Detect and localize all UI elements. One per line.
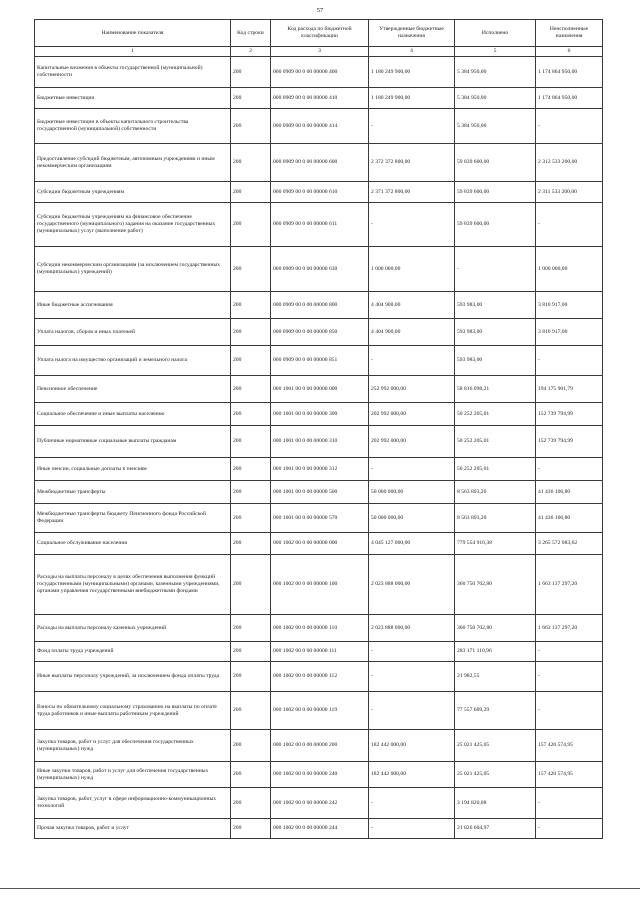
row-approved-amount: 202 992 000,00 (369, 426, 455, 458)
column-number-row (35, 47, 603, 57)
row-line-code: 200 (231, 403, 271, 426)
row-indicator-name: Расходы на выплаты персоналу казенных учреждений (35, 615, 231, 642)
row-budget-code: 000 0909 00 0 00 00000 851 (271, 346, 369, 376)
row-approved-amount: - (369, 662, 455, 692)
row-indicator-name: Социальное обеспечение и иные выплаты населению (35, 403, 231, 426)
row-line-code: 200 (231, 504, 271, 533)
row-approved-amount: 2 372 372 800,00 (369, 144, 455, 182)
row-unexecuted-amount: - (536, 458, 603, 481)
row-approved-amount: 4 404 900,00 (369, 319, 455, 346)
row-line-code: 200 (231, 247, 271, 292)
row-unexecuted-amount: 152 739 794,99 (536, 426, 603, 458)
row-executed-amount: 5 384 950,00 (455, 88, 536, 109)
row-approved-amount: 182 442 000,00 (369, 762, 455, 788)
row-indicator-name: Пенсионное обеспечение (35, 376, 231, 403)
row-executed-amount: 58 816 098,21 (455, 376, 536, 403)
header-budget-classification-code: Код расхода по бюджетной классификации (271, 20, 369, 47)
row-line-code: 200 (231, 762, 271, 788)
row-executed-amount: 21 982,55 (455, 662, 536, 692)
table-row (35, 762, 603, 788)
row-line-code: 200 (231, 57, 271, 88)
row-unexecuted-amount: 194 175 901,79 (536, 376, 603, 403)
table-body (35, 57, 603, 839)
row-unexecuted-amount: - (536, 692, 603, 730)
row-unexecuted-amount: 1 174 864 950,00 (536, 57, 603, 88)
row-approved-amount: 4 045 127 000,00 (369, 533, 455, 555)
table-row (35, 458, 603, 481)
row-unexecuted-amount: 3 810 917,00 (536, 292, 603, 319)
row-executed-amount: 5 384 950,00 (455, 57, 536, 88)
row-executed-amount: 3 194 820,08 (455, 788, 536, 819)
row-unexecuted-amount: - (536, 109, 603, 144)
row-approved-amount: 1 000 000,00 (369, 247, 455, 292)
header-line-code: Код строки (231, 20, 271, 47)
row-line-code: 200 (231, 292, 271, 319)
row-approved-amount: 252 992 000,00 (369, 376, 455, 403)
row-budget-code: 000 0909 00 0 00 00000 410 (271, 88, 369, 109)
row-unexecuted-amount: - (536, 642, 603, 662)
row-line-code: 200 (231, 642, 271, 662)
column-number: 6 (536, 47, 603, 57)
row-line-code: 200 (231, 88, 271, 109)
row-budget-code: 000 1001 00 0 00 00000 300 (271, 403, 369, 426)
table-row (35, 662, 603, 692)
row-budget-code: 000 1002 00 0 00 00000 112 (271, 662, 369, 692)
row-unexecuted-amount: - (536, 203, 603, 247)
row-approved-amount: 182 442 000,00 (369, 730, 455, 762)
header-indicator-name: Наименование показателя (35, 20, 231, 47)
row-line-code: 200 (231, 426, 271, 458)
row-budget-code: 000 0909 00 0 00 00000 400 (271, 57, 369, 88)
row-executed-amount: 593 983,00 (455, 346, 536, 376)
row-indicator-name: Расходы на выплаты персоналу в целях обеспечения выполнения функций государственными (муниципальными) органами, казенными учреждениями, органами управления государственными внебюджетными фондами (35, 555, 231, 615)
table-row (35, 319, 603, 346)
table-row (35, 426, 603, 458)
row-line-code: 200 (231, 458, 271, 481)
table-row (35, 376, 603, 403)
page-number: 57 (316, 7, 324, 14)
row-executed-amount: 360 750 702,80 (455, 615, 536, 642)
row-approved-amount: 1 180 249 900,00 (369, 88, 455, 109)
row-line-code: 200 (231, 533, 271, 555)
row-unexecuted-amount: 1 663 137 297,20 (536, 615, 603, 642)
row-indicator-name: Иные закупки товаров, работ и услуг для обеспечения государственных (муниципальных) нужд (35, 762, 231, 788)
row-executed-amount: 59 839 600,00 (455, 182, 536, 203)
row-indicator-name: Взносы по обязательному социальному страхованию на выплаты по оплате труда работников и иные выплаты работникам учреждений (35, 692, 231, 730)
row-executed-amount: 8 563 893,20 (455, 504, 536, 533)
row-approved-amount: - (369, 109, 455, 144)
row-budget-code: 000 0909 00 0 00 00000 611 (271, 203, 369, 247)
row-indicator-name: Бюджетные инвестиции (35, 88, 231, 109)
header-row (35, 20, 603, 47)
table-row (35, 182, 603, 203)
row-indicator-name: Межбюджетные трансферты (35, 481, 231, 504)
row-budget-code: 000 1002 00 0 00 00000 242 (271, 788, 369, 819)
table-row (35, 642, 603, 662)
row-budget-code: 000 1002 00 0 00 00000 111 (271, 642, 369, 662)
row-indicator-name: Иные выплаты персоналу учреждений, за исключением фонда оплаты труда (35, 662, 231, 692)
row-indicator-name: Иные пенсии, социальные доплаты к пенсиям (35, 458, 231, 481)
row-unexecuted-amount: 2 312 533 200,00 (536, 144, 603, 182)
column-number: 1 (35, 47, 231, 57)
row-executed-amount: 21 826 604,97 (455, 819, 536, 839)
header-unexecuted-appropriations: Неисполненные назначения (536, 20, 603, 47)
row-line-code: 200 (231, 346, 271, 376)
row-executed-amount: 8 563 893,20 (455, 481, 536, 504)
table-row (35, 533, 603, 555)
row-budget-code: 000 1001 00 0 00 00000 000 (271, 376, 369, 403)
budget-execution-table (34, 19, 603, 839)
row-line-code: 200 (231, 319, 271, 346)
table-row (35, 88, 603, 109)
row-indicator-name: Уплата налогов, сборов и иных платежей (35, 319, 231, 346)
header-approved-appropriations: Утвержденные бюджетные назначения (369, 20, 455, 47)
row-line-code: 200 (231, 481, 271, 504)
row-budget-code: 000 0909 00 0 00 00000 414 (271, 109, 369, 144)
row-executed-amount: 77 557 609,29 (455, 692, 536, 730)
row-line-code: 200 (231, 730, 271, 762)
row-unexecuted-amount: 3 810 917,00 (536, 319, 603, 346)
table-row (35, 57, 603, 88)
row-approved-amount: - (369, 458, 455, 481)
row-budget-code: 000 1002 00 0 00 00000 119 (271, 692, 369, 730)
row-indicator-name: Субсидии некоммерческим организациям (за исключением государственных (муниципальных) учреждений) (35, 247, 231, 292)
header-executed: Исполнено (455, 20, 536, 47)
row-line-code: 200 (231, 376, 271, 403)
row-unexecuted-amount: - (536, 788, 603, 819)
row-indicator-name: Публичные нормативные социальные выплаты гражданам (35, 426, 231, 458)
row-budget-code: 000 1001 00 0 00 00000 500 (271, 481, 369, 504)
row-executed-amount: 593 983,00 (455, 319, 536, 346)
row-budget-code: 000 0909 00 0 00 00000 800 (271, 292, 369, 319)
row-executed-amount: 59 839 600,00 (455, 144, 536, 182)
row-budget-code: 000 1002 00 0 00 00000 240 (271, 762, 369, 788)
row-executed-amount: 25 021 425,05 (455, 730, 536, 762)
row-indicator-name: Межбюджетные трансферты бюджету Пенсионного фонда Российской Федерации (35, 504, 231, 533)
row-approved-amount: - (369, 819, 455, 839)
row-approved-amount: - (369, 692, 455, 730)
row-budget-code: 000 1002 00 0 00 00000 100 (271, 555, 369, 615)
row-unexecuted-amount: 1 174 864 950,00 (536, 88, 603, 109)
table-row (35, 504, 603, 533)
row-line-code: 200 (231, 615, 271, 642)
row-indicator-name: Субсидии бюджетным учреждениям (35, 182, 231, 203)
row-budget-code: 000 1002 00 0 00 00000 200 (271, 730, 369, 762)
row-unexecuted-amount: 152 739 794,99 (536, 403, 603, 426)
row-indicator-name: Закупка товаров, работ и услуг для обеспечения государственных (муниципальных) нужд (35, 730, 231, 762)
row-budget-code: 000 0909 00 0 00 00000 630 (271, 247, 369, 292)
row-indicator-name: Капитальные вложения в объекты государственной (муниципальной) собственности (35, 57, 231, 88)
row-line-code: 200 (231, 109, 271, 144)
table-row (35, 730, 603, 762)
row-approved-amount: - (369, 346, 455, 376)
row-budget-code: 000 1002 00 0 00 00000 244 (271, 819, 369, 839)
row-unexecuted-amount: - (536, 662, 603, 692)
row-indicator-name: Уплата налога на имущество организаций и земельного налога (35, 346, 231, 376)
row-executed-amount: 50 252 205,01 (455, 403, 536, 426)
row-executed-amount: 779 554 916,38 (455, 533, 536, 555)
table-row (35, 247, 603, 292)
row-executed-amount: 50 252 205,01 (455, 426, 536, 458)
row-line-code: 200 (231, 662, 271, 692)
row-line-code: 200 (231, 182, 271, 203)
table-row (35, 144, 603, 182)
page-bottom-divider (0, 888, 640, 889)
table-row (35, 292, 603, 319)
row-approved-amount: 2 023 888 000,00 (369, 555, 455, 615)
table-row (35, 692, 603, 730)
column-number: 3 (271, 47, 369, 57)
row-budget-code: 000 0909 00 0 00 00000 600 (271, 144, 369, 182)
row-budget-code: 000 1001 00 0 00 00000 570 (271, 504, 369, 533)
row-line-code: 200 (231, 819, 271, 839)
row-approved-amount: 50 000 000,00 (369, 481, 455, 504)
row-indicator-name: Фонд оплаты труда учреждений (35, 642, 231, 662)
row-unexecuted-amount: 41 436 106,80 (536, 504, 603, 533)
column-number: 4 (369, 47, 455, 57)
row-line-code: 200 (231, 692, 271, 730)
row-unexecuted-amount: 41 436 106,80 (536, 481, 603, 504)
row-executed-amount: 360 750 702,80 (455, 555, 536, 615)
table-row (35, 481, 603, 504)
row-indicator-name: Прочая закупка товаров, работ и услуг (35, 819, 231, 839)
table-row (35, 109, 603, 144)
row-approved-amount: 202 992 000,00 (369, 403, 455, 426)
row-indicator-name: Закупка товаров, работ, услуг в сфере информационно-коммуникационных технологий (35, 788, 231, 819)
row-executed-amount: - (455, 247, 536, 292)
row-executed-amount: 283 171 110,96 (455, 642, 536, 662)
row-indicator-name: Бюджетные инвестиции в объекты капитального строительства государственной (муниципальной) собственности (35, 109, 231, 144)
row-executed-amount: 25 021 425,05 (455, 762, 536, 788)
table-row (35, 615, 603, 642)
row-executed-amount: 59 839 600,00 (455, 203, 536, 247)
row-unexecuted-amount: 1 663 137 297,20 (536, 555, 603, 615)
row-approved-amount: 2 023 888 000,00 (369, 615, 455, 642)
row-indicator-name: Субсидии бюджетным учреждениям на финансовое обеспечение государственного (муниципального) задания на оказание государственных (муниципальных) услуг (выполнение работ) (35, 203, 231, 247)
row-approved-amount: - (369, 788, 455, 819)
table-row (35, 788, 603, 819)
row-budget-code: 000 1001 00 0 00 00000 312 (271, 458, 369, 481)
row-line-code: 200 (231, 555, 271, 615)
column-number: 5 (455, 47, 536, 57)
row-unexecuted-amount: 2 311 533 200,00 (536, 182, 603, 203)
row-unexecuted-amount: 1 000 000,00 (536, 247, 603, 292)
table-row (35, 819, 603, 839)
row-unexecuted-amount: 3 265 572 083,62 (536, 533, 603, 555)
row-approved-amount: 2 371 372 800,00 (369, 182, 455, 203)
row-budget-code: 000 1001 00 0 00 00000 310 (271, 426, 369, 458)
row-budget-code: 000 1002 00 0 00 00000 000 (271, 533, 369, 555)
row-approved-amount: - (369, 642, 455, 662)
row-indicator-name: Иные бюджетные ассигнования (35, 292, 231, 319)
row-budget-code: 000 0909 00 0 00 00000 850 (271, 319, 369, 346)
table-row (35, 403, 603, 426)
row-unexecuted-amount: - (536, 346, 603, 376)
column-number: 2 (231, 47, 271, 57)
row-unexecuted-amount: 157 420 574,95 (536, 730, 603, 762)
table-row (35, 203, 603, 247)
row-approved-amount: 4 404 900,00 (369, 292, 455, 319)
table-row (35, 555, 603, 615)
row-indicator-name: Социальное обслуживание населения (35, 533, 231, 555)
row-line-code: 200 (231, 203, 271, 247)
row-budget-code: 000 1002 00 0 00 00000 110 (271, 615, 369, 642)
row-approved-amount: 1 180 249 900,00 (369, 57, 455, 88)
row-executed-amount: 5 384 950,00 (455, 109, 536, 144)
row-executed-amount: 50 252 205,01 (455, 458, 536, 481)
row-budget-code: 000 0909 00 0 00 00000 610 (271, 182, 369, 203)
row-unexecuted-amount: - (536, 819, 603, 839)
row-line-code: 200 (231, 788, 271, 819)
row-approved-amount: 50 000 000,00 (369, 504, 455, 533)
row-unexecuted-amount: 157 420 574,95 (536, 762, 603, 788)
row-line-code: 200 (231, 144, 271, 182)
row-executed-amount: 593 983,00 (455, 292, 536, 319)
row-approved-amount: - (369, 203, 455, 247)
table-row (35, 346, 603, 376)
row-indicator-name: Предоставление субсидий бюджетным, автономным учреждениям и иным некоммерческим организациям (35, 144, 231, 182)
